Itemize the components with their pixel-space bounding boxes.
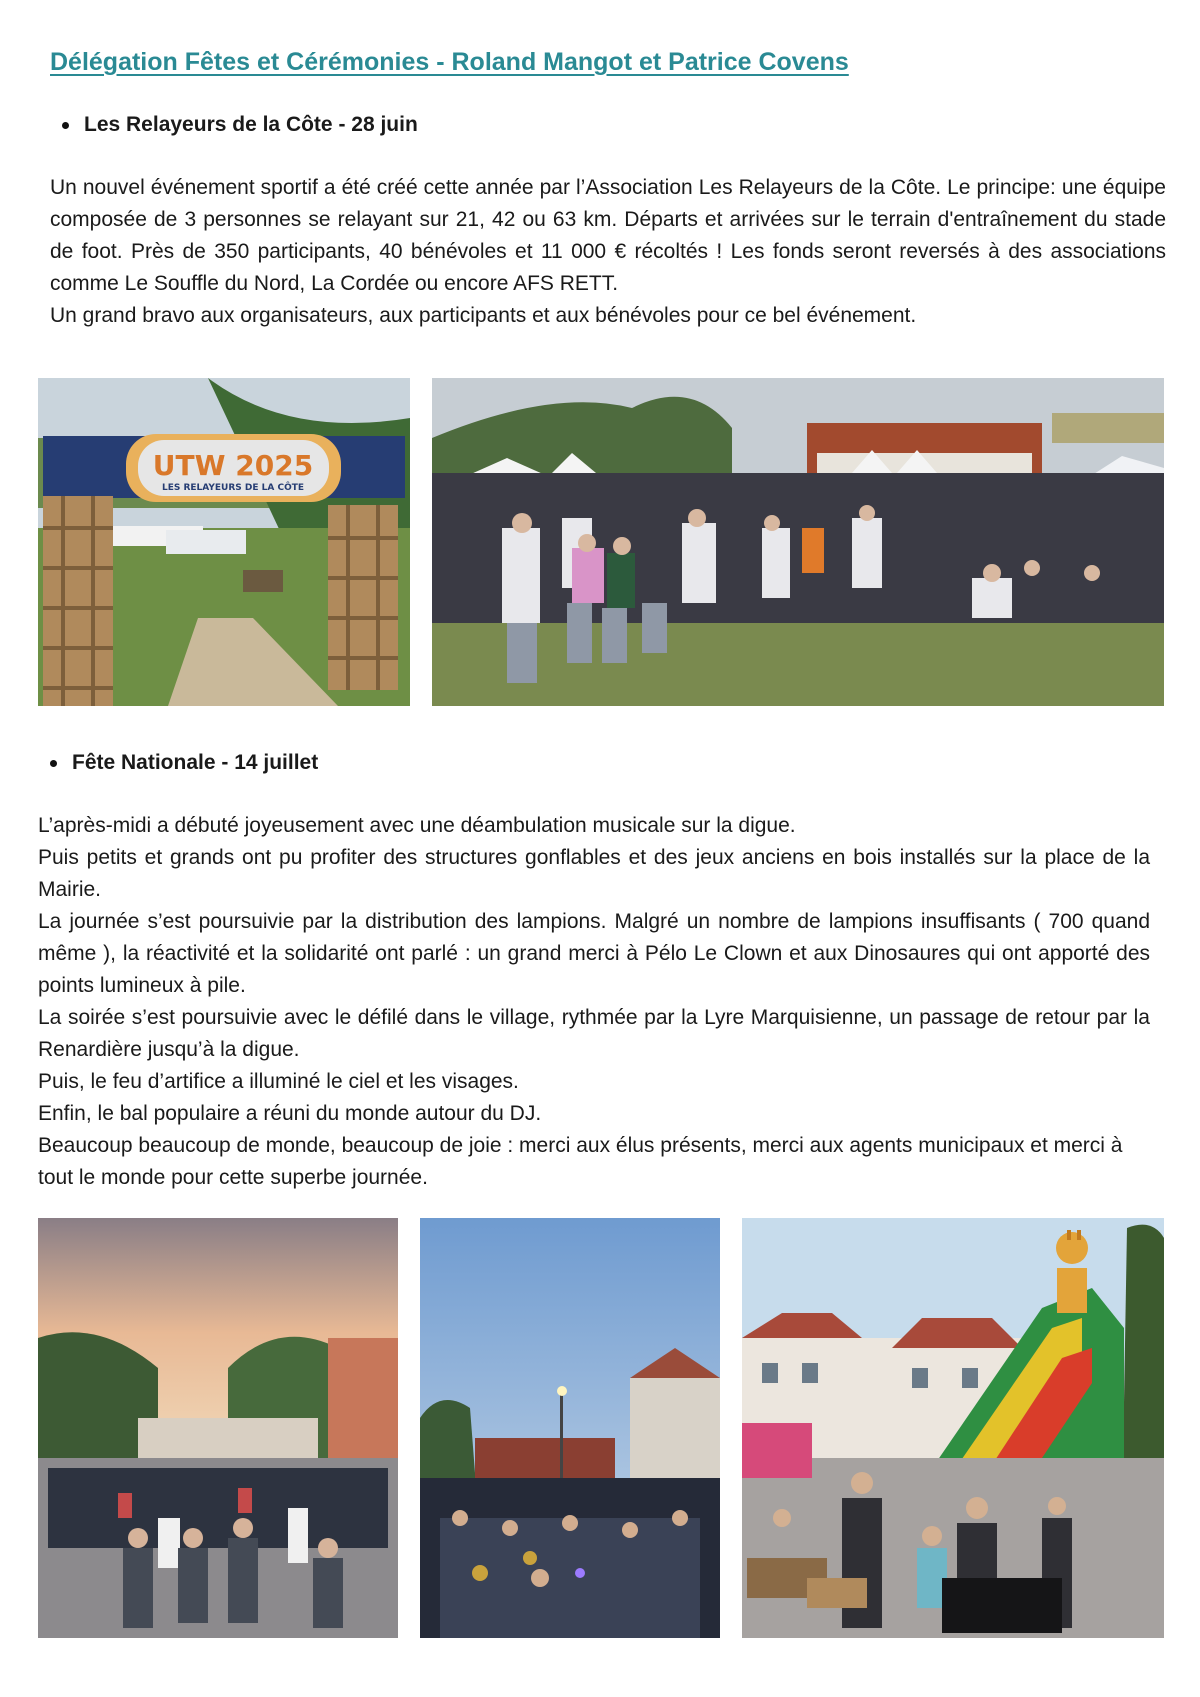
inflatable-slide-photo [742,1218,1164,1638]
arch-sign-main: UTW 2025 [152,449,314,482]
section-heading-relayeurs [62,113,418,137]
paragraph: Puis, le feu d’artifice a illuminé le ciel et les visages. [38,1070,519,1093]
paragraph: La journée s’est poursuivie par la distribution des lampions. Malgré un nombre de lampions insuffisants ( 700 quand même ), la réactivité et la solidarité ont parlé : un grand merci à Pélo Le Clown et aux Dinosaures qui ont apporté des points lumineux à pile. [38,910,1150,997]
section-heading-fete-nationale [50,751,318,775]
paragraph: Puis petits et grands ont pu profiter des structures gonflables et des jeux anciens en bois installés sur la place de la Mairie. [38,846,1150,901]
section-heading-label: Fête Nationale - 14 juillet [72,751,319,774]
page-title: Délégation Fêtes et Cérémonies - Roland Mangot et Patrice Covens [50,48,849,76]
section-heading-label: Les Relayeurs de la Côte - 28 juin [84,113,418,136]
paragraph: Enfin, le bal populaire a réuni du monde autour du DJ. [38,1102,542,1125]
paragraph: La soirée s’est poursuivie avec le défilé dans le village, rythmée par la Lyre Marquisienne, un passage de retour par la Renardière jusqu’à la digue. [38,1006,1150,1061]
paragraph: Beaucoup beaucoup de monde, beaucoup de joie : merci aux élus présents, merci aux agents municipaux et merci à tout le monde pour cette superbe journée. [38,1134,1123,1189]
relayeurs-text [50,172,1166,332]
paragraph: Un nouvel événement sportif a été créé cette année par l’Association Les Relayeurs de la Côte. Le principe: une équipe composée de 3 personnes se relayant sur 21, 42 ou 63 km. Départs et arrivées sur le terrain d'entraînement du stade de foot. Près de 350 participants, 40 bénévoles et 11 000 € récoltés ! Les fonds seront reversés à des associations comme Le Souffle du Nord, La Cordée ou encore AFS RETT. [50,176,1166,295]
arch-sign-sub: LES RELAYEURS DE LA CÔTE [161,483,305,493]
bullet-dot [50,760,57,767]
street-crowd-sunset-photo [38,1218,398,1638]
utw-arch-photo [38,378,410,706]
paragraph: Un grand bravo aux organisateurs, aux participants et aux bénévoles pour ce bel événement. [50,304,917,327]
participants-group-photo [432,378,1164,706]
fete-nationale-text [38,810,1150,1194]
evening-parade-photo [420,1218,720,1638]
bullet-dot [62,122,69,129]
paragraph: L’après-midi a débuté joyeusement avec une déambulation musicale sur la digue. [38,814,796,837]
